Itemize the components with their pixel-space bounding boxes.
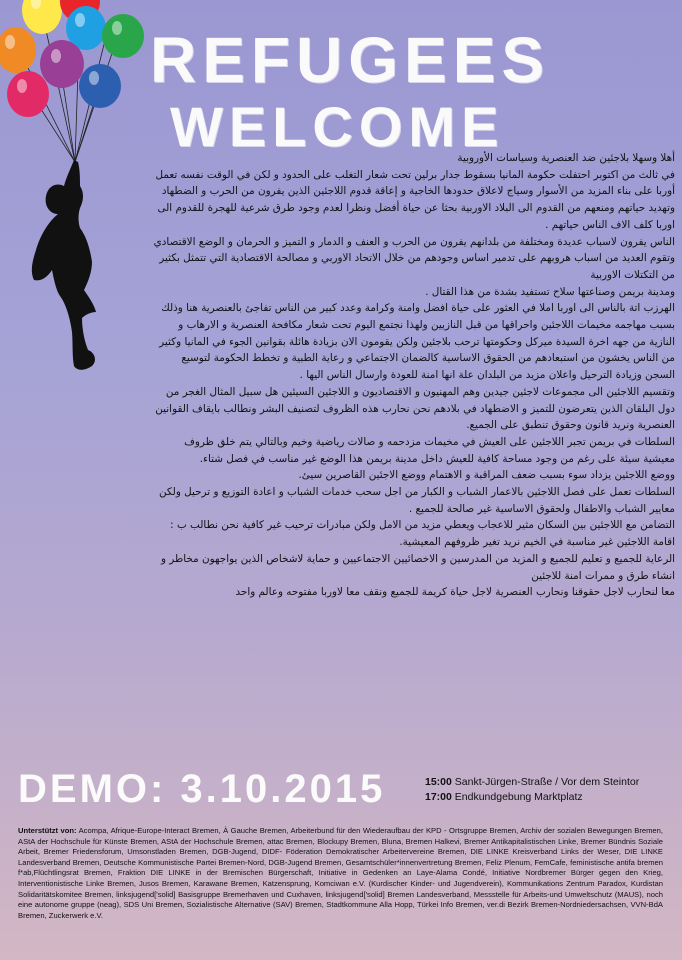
headline-line-2: WELCOME [170,95,505,158]
supporters-label: Unterstützt von: [18,826,77,835]
balloon-orange-icon [0,27,36,73]
article-paragraph: في ثالث من اكتوبر احتفلت حكومة المانيا بسقوط جدار برلين تحت شعار التغلب على الحدود و لكن في الوقت نفسه تعمل أوربا على بناء المزيد من الأسوار وسياج لاعلاق حدودها الخاجية و إعاقة قدوم اللاجئين الذين يفرون من الحرب و الضطهاد وتهديد حياتهم ومنعهم من القدوم الى البلاد الاوربية بحثا عن حياة أفضل ونظرا لعدم وجود طرق شرعية للهجرة للقدوم الى اوربا كلف الاف الناس حياتهم . [155,168,675,231]
balloon-pink-icon [7,71,49,117]
article-paragraph: وتقوم العديد من اسباب هروبهم على تدمير اساس وجودهم من خلال الاتحاد الاوربي و مصالحة الاقتصادية التي تتمثل بكثير من التكتلات الاوربية [159,252,675,281]
schedule-row [425,790,639,805]
headline-line-1: REFUGEES [150,24,551,96]
article-paragraph: الناس يفرون لاسباب عديدة ومختلفة من بلدانهم يفرون من الحرب و العنف و الدمار و التميز و الحرمان و الوضع الاقتصادي [153,235,675,248]
article-paragraph: ووضع اللاجئين يزداد سوء بسبب ضعف المراقبة و الاهتمام ووضع الاجئين القاصرين سيئ. [298,469,675,482]
article-paragraph: أهلا وسهلا بلاجئين ضد العنصرية وسياسات الأوروبية [457,152,675,164]
schedule-place: Sankt-Jürgen-Straße / Vor dem Steintor [451,776,640,788]
demo-schedule [425,775,639,805]
article-paragraph: الهرزب اتة بالناس الى اوربا املا في العثور على حياة افضل وامنة وكرامة وعدد كبير من الناس تفاجئ بالعنصرية هنا وذلك بسبب مهاجمه مخيمات اللاجئين واحراقها من قبل النازيين ولهذا نجتمع اليوم تحت شعار مكافحة العنصرية و الارهاب و النازية من جهه اخرة السيدة ميركل وحكومتها ترحب بلاجئين ولكن يقومون الان بزيادة هائلة بقوانين الجوء في المانيا وكثير من الناس يخشون من استبعادهم من الحقوق الاساسية كالضمان الاجتماعي و رعاية الطبية و تخطط الحكومة لتوسيع السجن وزيادة الترحيل واعلان مزيد من البلدان علة انها امنة للعودة وارسال الناس اليها . [159,302,675,382]
schedule-row [425,775,639,790]
article-paragraph: السلطات تعمل على فصل اللاجئين بالاعمار الشباب و الكبار من اجل سحب خدمات الشباب و اعادة التوزيع و ترحيل ولكن معايير الشباب والاطفال ولحقوق الاساسية غير صالحة للجميع . [159,486,675,515]
article-paragraph: التضامن مع اللاجئين بين السكان مثير للاعجاب ويعطي مزيد من الامل ولكن مبادرات ترحيب غير كافية نحن نطالب ب : [170,519,675,532]
balloon-purple-icon [40,40,84,88]
article-paragraph: وتقسيم اللاجئين الى مجموعات لاجئين جيدين وهم المهنيون و الاقتصاديون و اللاجئين السيئين هل سبيل المثال الغجر من دول البلقان الذين يتعرضون للتميز و الاضطهاد في بلادهم نحن نحارب هذه الظروف لتصنيف البشر ونطالب بايقاف القوانين العنصرية ونريد قانون وحقوق تنطبق على الجميع. [155,385,675,432]
schedule-time: 15:00 [425,776,452,788]
supporters-list [18,826,663,921]
demo-date: DEMO: 3.10.2015 [18,767,386,811]
article-paragraph: الرعاية للجميع و تعليم للجميع و المزيد من المدرسين و الاخصائيين الاجتماعيين و حماية لاشخاص الذين يواجهون مخاطر و انشاء طرق و ممرات امنة للاجئين [160,552,675,582]
demo-banner [18,765,668,813]
schedule-time: 17:00 [425,791,452,803]
article-paragraph: معا لنحارب لاجل حقوقنا ونحارب العنصرية لاجل حياة كريمة للجميع ونقف معا لاوربا مفتوحه وعالم واحد [235,586,675,599]
girl-silhouette-icon [32,160,96,370]
balloon-green-icon [102,14,144,58]
balloon-yellow-icon [22,0,62,34]
headline [150,25,670,159]
article-paragraph: اقامة اللاجئين غير مناسبة في الخيم نريد تغير ظروفهم المعيشية. [399,536,675,549]
supporters-text: Acompa, Afrique-Europe-Interact Bremen, À Gauche Bremen, Arbeiterbund für den Wiederaufbau der KPD - Ortsgruppe Bremen, Archiv der sozialen Bewegungen Bremen, AStA der Hochschule für Künste Bremen, AStA der Hochschule Bremen, attac Bremen, Blockupy Bremen, Bluna, Bremen Halkevi, Bremer Antikapitalistischen Linke, Bremer Bündnis Soziale Arbeit, Bremer Friedensforum, Umsonstladen Bremen, DGB-Jugend, DIDF- Föderation Demokratischer Arbeitervereine Bremen, DIE LINKE Kreisverband Links der Weser, DIE LINKE Landesverband Bremen, Deutsche Kommunistische Partei Bremen-Nord, DGB-Jugend Bremen, Gesamtschüler*innenvertretung Bremen, Feliz Plenum, FemCafe, feministische antifa bremen f*ab,Flüchtlingsrat Bremen, Fraktion DIE LINKE in der Bremischen Bürgerschaft, Initiative in Gedenken an Laye-Alama Condé, Initiative Nordbremer Bürger gegen den Krieg, Interventionistische Linke Bremen, Jusos Bremen, Karawane Bremen, Katzensprung, Komciwan e.V. (Kurdischer Kinder- und Jugendverein), Kommunikations Zentrum Paradox, Kurdistan Solidaritätskomitee Bremen, linksjugend['solid] Basisgruppe Bremerhaven und Cuxhaven, linksjugend['solid] Bremen Landesverband, Messstelle für Arbeits-und Umweltschutz (MAUS), noch eine autonome gruppe (neag), SDS Uni Bremen, Sozialistische Alternative (SAV) Bremen, Stadtkommune Alla Hopp, Türkei Info Bremen, ver.di Bezirk Bremen-Nordniedersachsen, VVN-BdA Bremen, Zuckerwerk e.V. [18,826,663,920]
article-paragraph: السلطات في بريمن تجبر اللاجئين على العيش في مخيمات مزدحمه و صالات رياضية وخيم وبالتالي يتم خلق ظروف معيشية سيئة على رغم من وجود مساحة كافية للعيش داخل مدينة بريمن هذا الوضع غير مناسب في فصل شتاء. [184,435,675,465]
article-paragraph: ومدينة بريمن وصناعتها سلاح تستفيد بشدة من هذا القتال . [425,285,675,298]
schedule-place: Endkundgebung Marktplatz [451,791,583,803]
balloon-darkblue-icon [79,64,121,108]
arabic-article [150,150,675,601]
